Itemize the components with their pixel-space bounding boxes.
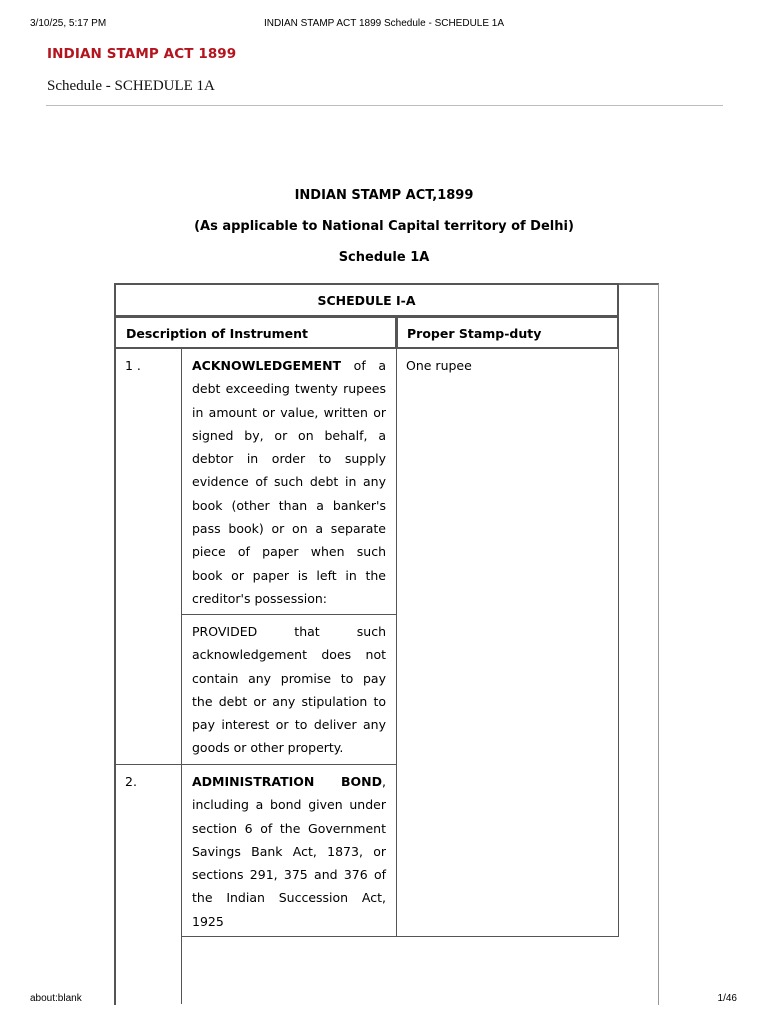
print-footer [0, 993, 768, 1007]
table-title: SCHEDULE I-A [114, 283, 619, 317]
column-header-duty: Proper Stamp-duty [396, 316, 619, 349]
row-number: 1 . [114, 348, 182, 765]
print-header [0, 18, 768, 32]
document-subtitle: Schedule - SCHEDULE 1A [47, 78, 215, 94]
row-number: 2. [114, 764, 182, 1004]
divider [46, 105, 723, 106]
instrument-text: , including a bond given under section 6 of the Government Savings Bank Act, 1873, or sections 291, 375 and 376 of the Indian Succession Act, 1925 [192, 774, 386, 929]
column-header-description: Description of Instrument [114, 316, 397, 349]
print-title: INDIAN STAMP ACT 1899 Schedule - SCHEDULE 1A [263, 18, 505, 29]
row-duty: One rupee [396, 348, 619, 937]
instrument-term: ADMINISTRATION BOND [192, 774, 383, 789]
applicability-heading: (As applicable to National Capital territory of Delhi) [194, 219, 574, 234]
print-datetime: 3/10/25, 5:17 PM [30, 18, 107, 29]
instrument-text: of a debt exceeding twenty rupees in amount or value, written or signed by, or on behalf, a debtor in order to supply evidence of such debt in any book (other than a banker's pass book) or on a separate piece of paper when such book or paper is left in the creditor's possession: [192, 358, 386, 606]
document-title: INDIAN STAMP ACT 1899 [47, 46, 237, 62]
act-heading: INDIAN STAMP ACT,1899 [294, 188, 474, 203]
schedule-heading: Schedule 1A [338, 250, 430, 265]
row-proviso: PROVIDED that such acknowledgement does not contain any promise to pay the debt or any stipulation to pay interest or to deliver any goods or other property. [181, 614, 397, 765]
print-url: about:blank [30, 993, 82, 1004]
row-description [181, 348, 397, 615]
page-number: 1/46 [717, 993, 737, 1004]
instrument-term: ACKNOWLEDGEMENT [192, 358, 342, 373]
row-description [181, 764, 397, 937]
